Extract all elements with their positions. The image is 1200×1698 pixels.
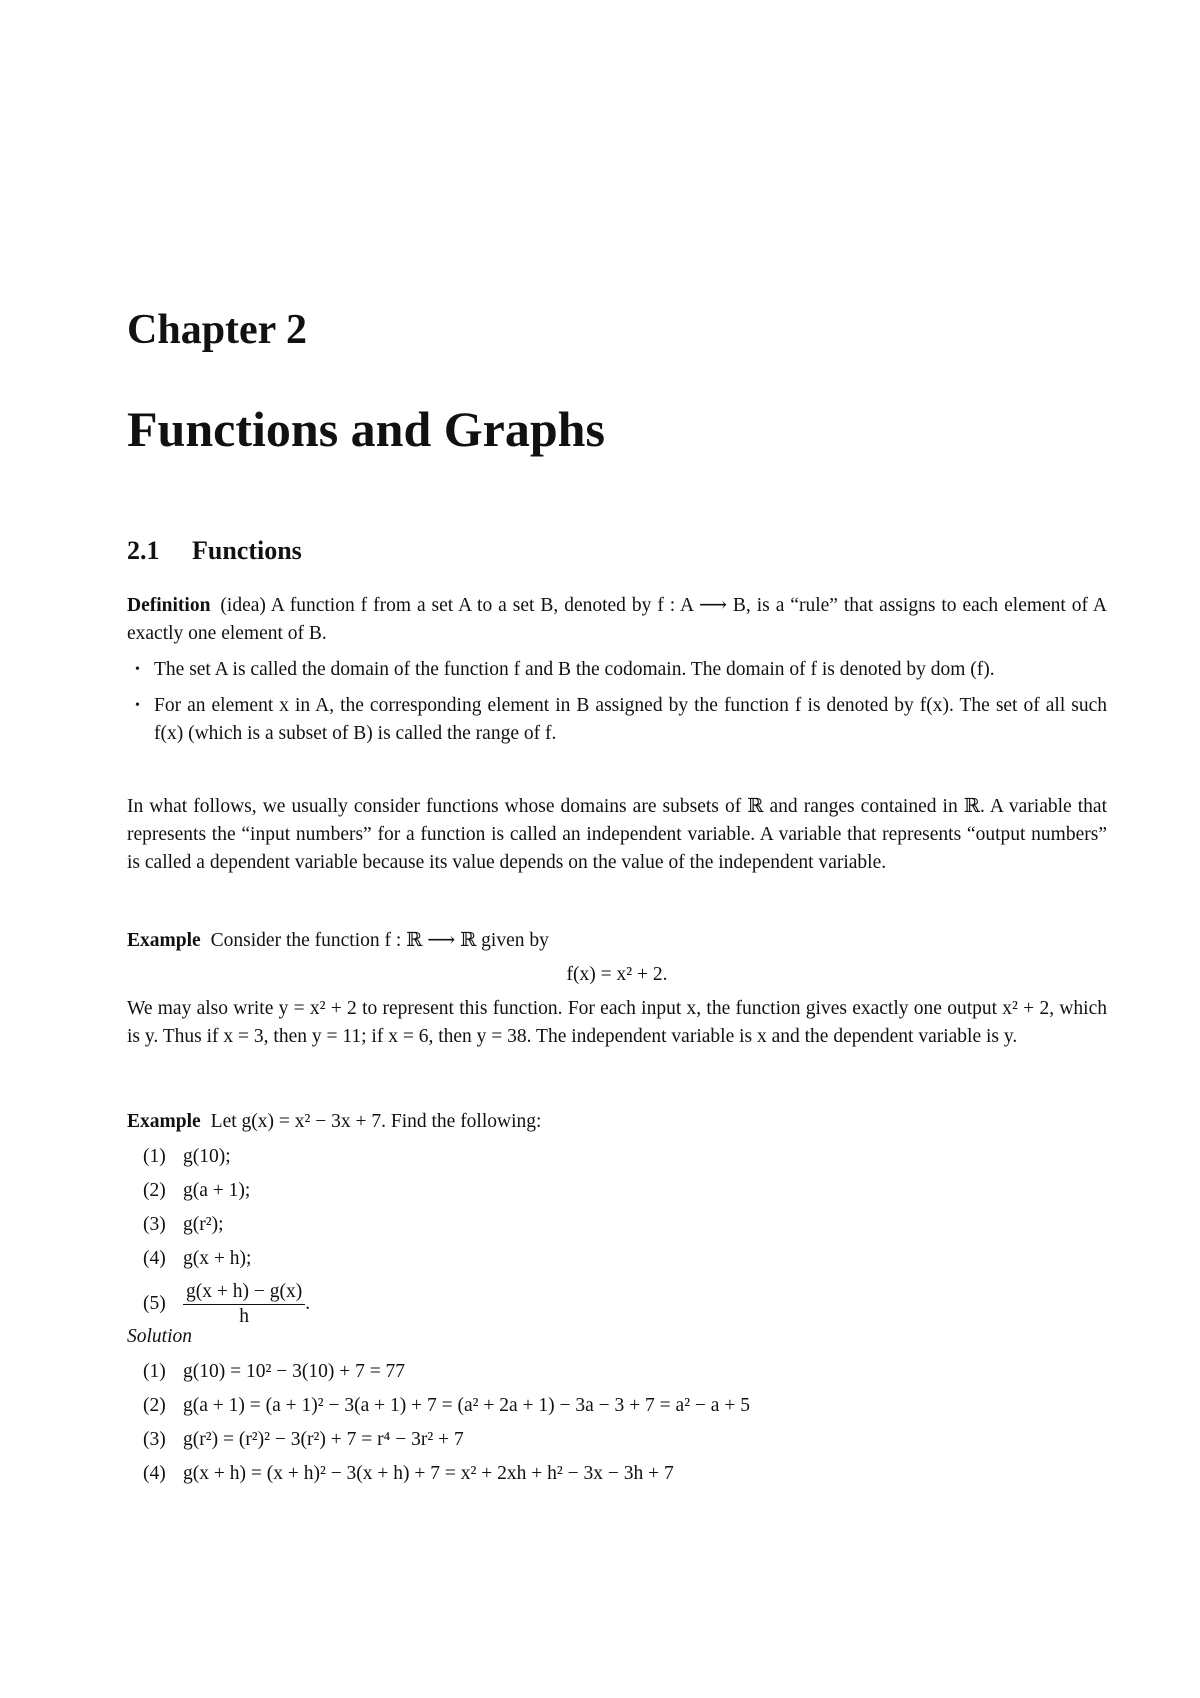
list-item <box>127 656 1107 684</box>
definition-bullets <box>127 656 1107 748</box>
fraction <box>183 1280 305 1329</box>
item-text: g(r²); <box>183 1214 224 1235</box>
chapter-title: Functions and Graphs <box>127 401 605 457</box>
list-item <box>127 1140 1107 1174</box>
list-item <box>127 1355 1107 1389</box>
list-item <box>127 692 1107 748</box>
fraction-denominator: h <box>239 1306 249 1328</box>
definition-block <box>127 592 1107 756</box>
list-item <box>127 1208 1107 1242</box>
section-number: 2.1 <box>127 536 160 565</box>
solution-block <box>127 1323 1107 1491</box>
item-number: (5) <box>143 1293 166 1314</box>
item-number: (3) <box>143 1214 166 1235</box>
item-text: g(x + h) = (x + h)² − 3(x + h) + 7 = x² + 2xh + h² − 3x − 3h + 7 <box>183 1463 674 1484</box>
section-title: Functions <box>192 536 302 565</box>
list-item <box>127 1457 1107 1491</box>
chapter-label: Chapter 2 <box>127 307 308 353</box>
item-tail: . <box>305 1293 311 1314</box>
example1-intro: Consider the function f : ℝ ⟶ ℝ given by <box>210 930 549 951</box>
definition-text: (idea) A function f from a set A to a set B, denoted by f : A ⟶ B, is a “rule” that assigns to each element of A exactly one element of B. <box>127 595 1107 644</box>
bullet-text: The set A is called the domain of the function f and B the codomain. The domain of f is denoted by dom (f). <box>154 659 995 680</box>
item-text: g(10); <box>183 1146 231 1167</box>
example1-label: Example <box>127 930 201 951</box>
item-number: (4) <box>143 1248 166 1269</box>
example1-formula: f(x) = x² + 2. <box>566 964 668 985</box>
definition-paragraph <box>127 592 1107 648</box>
bullet-icon: • <box>135 698 140 713</box>
example2-label: Example <box>127 1111 201 1132</box>
fraction-numerator: g(x + h) − g(x) <box>183 1280 305 1305</box>
item-text: g(10) = 10² − 3(10) + 7 = 77 <box>183 1361 406 1382</box>
definition-label: Definition <box>127 595 211 616</box>
solution-label-text: Solution <box>127 1326 193 1347</box>
item-number: (1) <box>143 1146 166 1167</box>
body-paragraph: In what follows, we usually consider functions whose domains are subsets of ℝ and ranges contained in ℝ. A variable that represents the “input numbers” for a function is called an independent variable. A variable that represents “output numbers” is called a dependent variable because its value depends on the value of the independent variable. <box>127 796 1107 873</box>
example2-block <box>127 1108 1107 1332</box>
item-text: g(a + 1) = (a + 1)² − 3(a + 1) + 7 = (a² + 2a + 1) − 3a − 3 + 7 = a² − a + 5 <box>183 1395 750 1416</box>
example1-block <box>127 927 1107 1051</box>
list-item <box>127 1174 1107 1208</box>
list-item <box>127 1423 1107 1457</box>
item-number: (3) <box>143 1429 166 1450</box>
item-number: (2) <box>143 1180 166 1201</box>
example2-intro-line <box>127 1108 1107 1136</box>
item-text: g(a + 1); <box>183 1180 251 1201</box>
item-number: (2) <box>143 1395 166 1416</box>
example1-text: We may also write y = x² + 2 to represent this function. For each input x, the function gives exactly one output x² + 2, which is y. Thus if x = 3, then y = 11; if x = 6, then y = 38. The independent variable is x and the dependent variable is y. <box>127 998 1107 1047</box>
section-heading <box>127 536 302 566</box>
bullet-text: For an element x in A, the corresponding element in B assigned by the function f is denoted by f(x). The set of all such f(x) (which is a subset of B) is called the range of f. <box>154 695 1107 744</box>
list-item <box>127 1242 1107 1276</box>
solution-label <box>127 1323 1107 1351</box>
item-text: g(x + h); <box>183 1248 252 1269</box>
bullet-icon: • <box>135 662 140 677</box>
list-item <box>127 1389 1107 1423</box>
example1-intro-line <box>127 927 1107 955</box>
item-text: g(r²) = (r²)² − 3(r²) + 7 = r⁴ − 3r² + 7 <box>183 1429 464 1450</box>
item-number: (1) <box>143 1361 166 1382</box>
example2-intro: Let g(x) = x² − 3x + 7. Find the following: <box>210 1111 542 1132</box>
item-number: (4) <box>143 1463 166 1484</box>
